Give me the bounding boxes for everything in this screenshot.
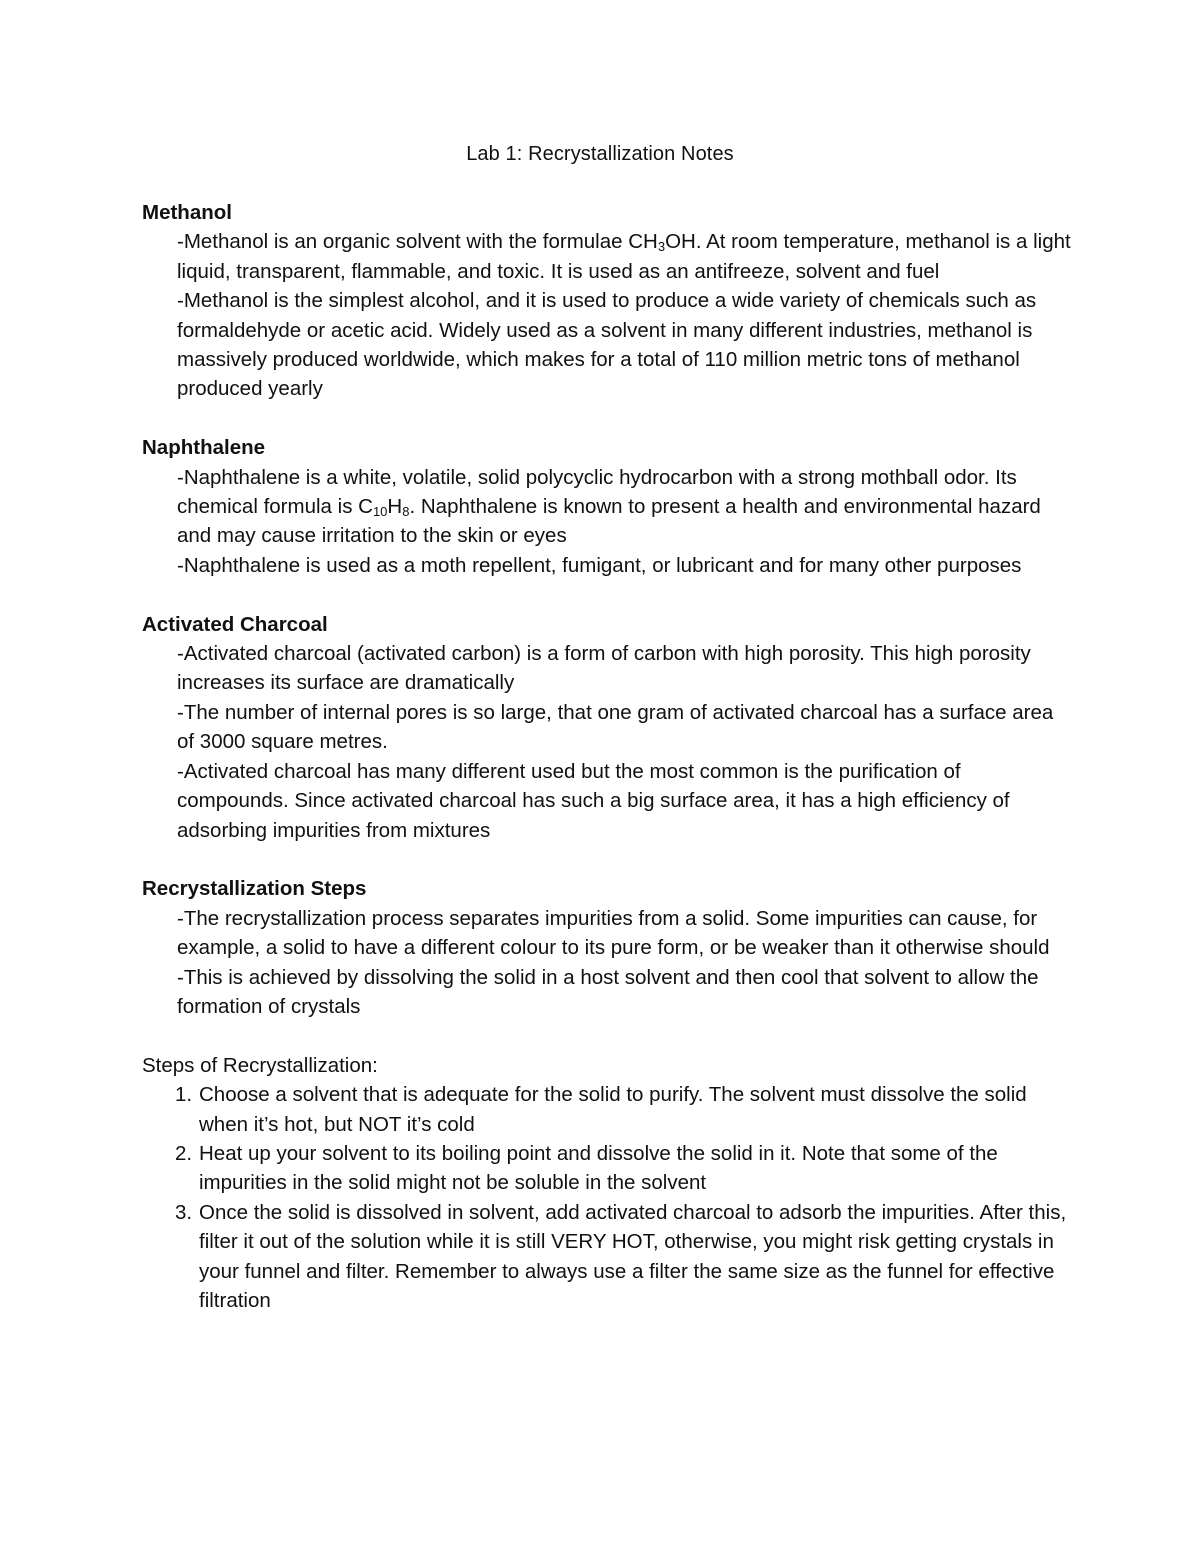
bullet-text: H <box>387 495 403 519</box>
bullet-item <box>142 463 1072 551</box>
step-number: 3. <box>175 1200 193 1224</box>
section-heading: Activated Charcoal <box>142 612 328 636</box>
section-heading: Recrystallization Steps <box>142 877 367 901</box>
step-text: Choose a solvent that is adequate for the solid to purify. The solvent must dissolve the solid when it’s hot, but NOT it’s cold <box>199 1083 1027 1136</box>
subscript: 8 <box>402 504 410 520</box>
subscript: 3 <box>657 239 666 255</box>
bullet-text: -The number of internal pores is so large, that one gram of activated charcoal has a surface area of 3000 square metres. <box>177 700 1054 754</box>
step-text: Once the solid is dissolved in solvent, add activated charcoal to adsorb the impurities. After this, filter it out of the solution while it is still VERY HOT, otherwise, you might risk getting crystals in your funnel and filter. Remember to always use a filter the same size as the funnel for effective filtration <box>199 1200 1067 1312</box>
bullet-text: -Methanol is the simplest alcohol, and it is used to produce a wide variety of chemicals such as formaldehyde or acetic acid. Widely used as a solvent in many different industries, methanol is massively produced worldwide, which makes for a total of 110 million metric tons of methanol produced yearly <box>177 289 1037 401</box>
section-steps-list <box>142 1051 1072 1316</box>
bullet-text: -Activated charcoal (activated carbon) is a form of carbon with high porosity. This high porosity increases its surface are dramatically <box>177 642 1031 695</box>
bullet-text: OH. At room temperature, methanol is a light liquid, transparent, flammable, and toxic. It is used as an antifreeze, solvent and fuel <box>177 230 1071 283</box>
subscript: 10 <box>372 504 388 520</box>
step-item <box>142 1198 1072 1316</box>
step-item <box>142 1080 1072 1139</box>
bullet-item <box>142 757 1072 845</box>
bullet-text: -Naphthalene is a white, volatile, solid polycyclic hydrocarbon with a strong mothball odor. Its chemical formula is C <box>177 465 1017 519</box>
section-heading: Methanol <box>142 201 232 224</box>
step-number: 2. <box>175 1141 193 1165</box>
bullet-text: -This is achieved by dissolving the solid in a host solvent and then cool that solvent to allow the formation of crystals <box>177 965 1039 1018</box>
section-activated-charcoal <box>142 610 1072 845</box>
document-body <box>142 198 1072 1345</box>
section-naphthalene <box>142 433 1072 580</box>
bullet-item <box>142 698 1072 757</box>
bullet-item <box>142 639 1072 698</box>
bullet-text: -The recrystallization process separates impurities from a solid. Some impurities can cause, for example, a solid to have a different colour to its pure form, or be weaker than it otherwise should <box>177 906 1050 960</box>
section-heading: Naphthalene <box>142 436 266 460</box>
bullet-item <box>142 551 1072 580</box>
step-number: 1. <box>175 1083 193 1107</box>
section-recrystallization-steps <box>142 874 1072 1021</box>
section-methanol <box>142 198 1072 404</box>
step-text: Heat up your solvent to its boiling point and dissolve the solid in it. Note that some of the impurities in the solid might not be soluble in the solvent <box>199 1141 998 1195</box>
steps-heading: Steps of Recrystallization: <box>142 1053 378 1077</box>
bullet-text: -Activated charcoal has many different used but the most common is the purification of compounds. Since activated charcoal has such a big surface area, it has a high efficiency of adsorbing impurities from mixtures <box>177 759 1010 842</box>
bullet-item <box>142 286 1072 404</box>
bullet-item <box>142 227 1072 286</box>
bullet-item <box>142 904 1072 963</box>
bullet-text: . Naphthalene is known to present a health and environmental hazard and may cause irritation to the skin or eyes <box>177 495 1041 548</box>
bullet-text: -Naphthalene is used as a moth repellent, fumigant, or lubricant and for many other purposes <box>177 553 1022 577</box>
step-item <box>142 1139 1072 1198</box>
bullet-text: -Methanol is an organic solvent with the formulae CH <box>177 230 658 254</box>
page-title: Lab 1: Recrystallization Notes <box>466 143 734 165</box>
bullet-item <box>142 963 1072 1022</box>
